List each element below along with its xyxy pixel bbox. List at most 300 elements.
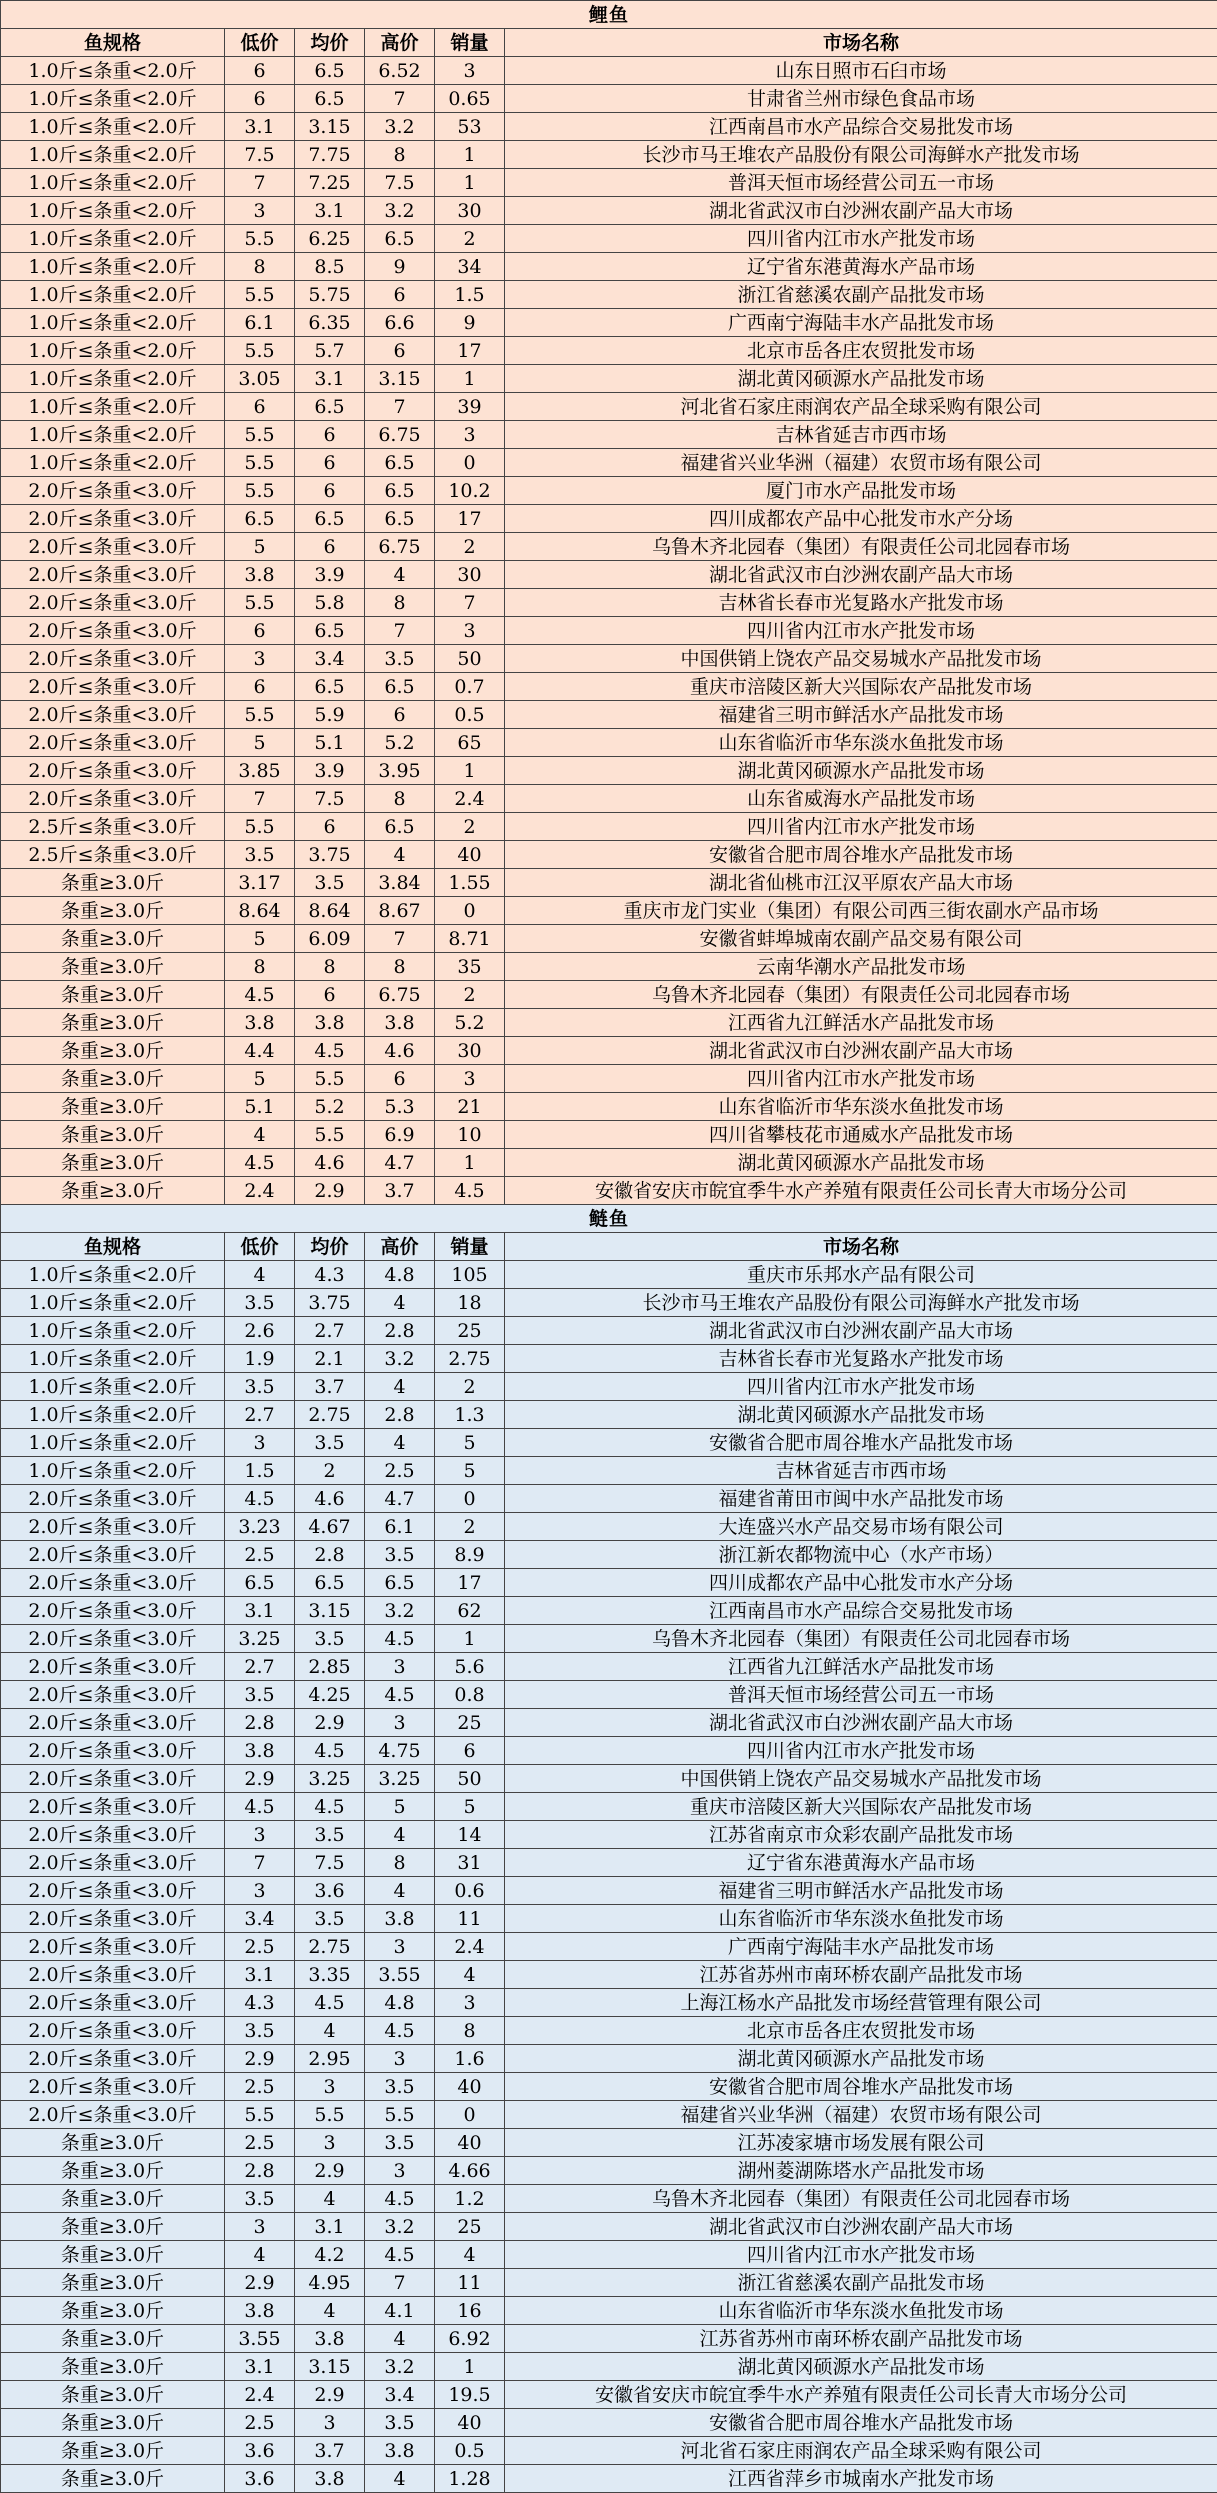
- fish-spec-cell: 2.0斤≤条重<3.0斤: [1, 2045, 225, 2073]
- high-price-cell: 8: [365, 141, 435, 169]
- low-price-cell: 2.9: [225, 2269, 295, 2297]
- volume-cell: 5: [435, 1457, 505, 1485]
- column-header-avg: 均价: [295, 29, 365, 57]
- volume-cell: 8.71: [435, 925, 505, 953]
- fish-spec-cell: 2.0斤≤条重<3.0斤: [1, 1625, 225, 1653]
- table-row: [1, 2465, 1217, 2493]
- table-row: [1, 533, 1217, 561]
- high-price-cell: 6.5: [365, 477, 435, 505]
- table-row: [1, 197, 1217, 225]
- market-name-cell: 安徽省合肥市周谷堆水产品批发市场: [505, 841, 1217, 869]
- avg-price-cell: 3.25: [295, 1765, 365, 1793]
- high-price-cell: 4: [365, 1373, 435, 1401]
- volume-cell: 17: [435, 1569, 505, 1597]
- market-name-cell: 江苏凌家塘市场发展有限公司: [505, 2129, 1217, 2157]
- high-price-cell: 3.7: [365, 1177, 435, 1205]
- avg-price-cell: 6.5: [295, 505, 365, 533]
- avg-price-cell: 2.95: [295, 2045, 365, 2073]
- market-name-cell: 普洱天恒市场经营公司五一市场: [505, 1681, 1217, 1709]
- low-price-cell: 5.5: [225, 421, 295, 449]
- volume-cell: 2.75: [435, 1345, 505, 1373]
- high-price-cell: 4.75: [365, 1737, 435, 1765]
- low-price-cell: 3: [225, 1877, 295, 1905]
- market-name-cell: 湖北黄冈硕源水产品批发市场: [505, 2045, 1217, 2073]
- low-price-cell: 2.9: [225, 1765, 295, 1793]
- volume-cell: 10: [435, 1121, 505, 1149]
- volume-cell: 2: [435, 1373, 505, 1401]
- high-price-cell: 4.1: [365, 2297, 435, 2325]
- low-price-cell: 5.5: [225, 337, 295, 365]
- fish-spec-cell: 1.0斤≤条重<2.0斤: [1, 141, 225, 169]
- low-price-cell: 6.1: [225, 309, 295, 337]
- fish-spec-cell: 条重≥3.0斤: [1, 1121, 225, 1149]
- volume-cell: 4.5: [435, 1177, 505, 1205]
- market-name-cell: 安徽省蚌埠城南农副产品交易有限公司: [505, 925, 1217, 953]
- avg-price-cell: 3.5: [295, 1905, 365, 1933]
- table-row: [1, 1569, 1217, 1597]
- avg-price-cell: 6.5: [295, 85, 365, 113]
- volume-cell: 0: [435, 449, 505, 477]
- market-name-cell: 重庆市涪陵区新大兴国际农产品批发市场: [505, 1793, 1217, 1821]
- fish-spec-cell: 1.0斤≤条重<2.0斤: [1, 1345, 225, 1373]
- volume-cell: 3: [435, 57, 505, 85]
- table-row: [1, 1317, 1217, 1345]
- market-name-cell: 湖北省武汉市白沙洲农副产品大市场: [505, 1317, 1217, 1345]
- fish-spec-cell: 1.0斤≤条重<2.0斤: [1, 309, 225, 337]
- avg-price-cell: 3.5: [295, 1625, 365, 1653]
- low-price-cell: 3.4: [225, 1905, 295, 1933]
- high-price-cell: 5.5: [365, 2101, 435, 2129]
- fish-spec-cell: 1.0斤≤条重<2.0斤: [1, 1261, 225, 1289]
- avg-price-cell: 2.75: [295, 1401, 365, 1429]
- low-price-cell: 3: [225, 1821, 295, 1849]
- fish-spec-cell: 2.0斤≤条重<3.0斤: [1, 1737, 225, 1765]
- avg-price-cell: 3: [295, 2409, 365, 2437]
- market-name-cell: 辽宁省东港黄海水产品市场: [505, 1849, 1217, 1877]
- low-price-cell: 3.23: [225, 1513, 295, 1541]
- volume-cell: 1.55: [435, 869, 505, 897]
- fish-spec-cell: 2.5斤≤条重<3.0斤: [1, 841, 225, 869]
- market-name-cell: 吉林省延吉市西市场: [505, 1457, 1217, 1485]
- fish-spec-cell: 1.0斤≤条重<2.0斤: [1, 57, 225, 85]
- avg-price-cell: 8.64: [295, 897, 365, 925]
- table-row: [1, 1289, 1217, 1317]
- low-price-cell: 3.25: [225, 1625, 295, 1653]
- high-price-cell: 2.5: [365, 1457, 435, 1485]
- volume-cell: 1.5: [435, 281, 505, 309]
- low-price-cell: 2.7: [225, 1401, 295, 1429]
- table-row: [1, 1457, 1217, 1485]
- fish-spec-cell: 条重≥3.0斤: [1, 2465, 225, 2493]
- avg-price-cell: 4.5: [295, 1793, 365, 1821]
- volume-cell: 9: [435, 309, 505, 337]
- low-price-cell: 2.8: [225, 2157, 295, 2185]
- avg-price-cell: 6.5: [295, 57, 365, 85]
- volume-cell: 0.8: [435, 1681, 505, 1709]
- volume-cell: 8: [435, 2017, 505, 2045]
- low-price-cell: 4.4: [225, 1037, 295, 1065]
- avg-price-cell: 6.5: [295, 673, 365, 701]
- market-name-cell: 湖北黄冈硕源水产品批发市场: [505, 2353, 1217, 2381]
- low-price-cell: 3.5: [225, 1681, 295, 1709]
- table-row: [1, 2353, 1217, 2381]
- avg-price-cell: 3: [295, 2129, 365, 2157]
- high-price-cell: 3: [365, 2045, 435, 2073]
- section-title-row: [1, 1, 1217, 29]
- volume-cell: 2: [435, 225, 505, 253]
- high-price-cell: 7: [365, 393, 435, 421]
- low-price-cell: 3.1: [225, 2353, 295, 2381]
- low-price-cell: 2.8: [225, 1709, 295, 1737]
- table-row: [1, 1597, 1217, 1625]
- low-price-cell: 3: [225, 1429, 295, 1457]
- high-price-cell: 4.5: [365, 2185, 435, 2213]
- volume-cell: 0.65: [435, 85, 505, 113]
- section-title-row: [1, 1205, 1217, 1233]
- fish-spec-cell: 1.0斤≤条重<2.0斤: [1, 1317, 225, 1345]
- market-name-cell: 湖北黄冈硕源水产品批发市场: [505, 365, 1217, 393]
- volume-cell: 30: [435, 197, 505, 225]
- volume-cell: 25: [435, 1317, 505, 1345]
- table-row: [1, 2045, 1217, 2073]
- avg-price-cell: 3.5: [295, 869, 365, 897]
- high-price-cell: 3.5: [365, 2409, 435, 2437]
- volume-cell: 0.5: [435, 2437, 505, 2465]
- fish-spec-cell: 条重≥3.0斤: [1, 2381, 225, 2409]
- high-price-cell: 4: [365, 2325, 435, 2353]
- table-row: [1, 2241, 1217, 2269]
- high-price-cell: 2.8: [365, 1401, 435, 1429]
- fish-spec-cell: 条重≥3.0斤: [1, 2437, 225, 2465]
- volume-cell: 53: [435, 113, 505, 141]
- low-price-cell: 5: [225, 1065, 295, 1093]
- column-header-volume: 销量: [435, 29, 505, 57]
- market-name-cell: 四川省内江市水产批发市场: [505, 1065, 1217, 1093]
- avg-price-cell: 4.95: [295, 2269, 365, 2297]
- market-name-cell: 重庆市乐邦水产品有限公司: [505, 1261, 1217, 1289]
- volume-cell: 30: [435, 1037, 505, 1065]
- table-row: [1, 2381, 1217, 2409]
- market-name-cell: 山东省临沂市华东淡水鱼批发市场: [505, 1905, 1217, 1933]
- volume-cell: 0: [435, 897, 505, 925]
- avg-price-cell: 3.15: [295, 1597, 365, 1625]
- fish-spec-cell: 2.0斤≤条重<3.0斤: [1, 1989, 225, 2017]
- table-row: [1, 1373, 1217, 1401]
- column-header-spec: 鱼规格: [1, 1233, 225, 1261]
- table-row: [1, 1485, 1217, 1513]
- avg-price-cell: 2.75: [295, 1933, 365, 1961]
- volume-cell: 0.6: [435, 1877, 505, 1905]
- fish-spec-cell: 2.0斤≤条重<3.0斤: [1, 1905, 225, 1933]
- low-price-cell: 4.5: [225, 1149, 295, 1177]
- volume-cell: 5: [435, 1793, 505, 1821]
- low-price-cell: 4.5: [225, 1485, 295, 1513]
- high-price-cell: 3: [365, 1653, 435, 1681]
- high-price-cell: 5: [365, 1793, 435, 1821]
- avg-price-cell: 5.9: [295, 701, 365, 729]
- high-price-cell: 2.8: [365, 1317, 435, 1345]
- table-row: [1, 169, 1217, 197]
- market-name-cell: 浙江省慈溪农副产品批发市场: [505, 2269, 1217, 2297]
- low-price-cell: 8: [225, 953, 295, 981]
- low-price-cell: 8: [225, 253, 295, 281]
- volume-cell: 30: [435, 561, 505, 589]
- avg-price-cell: 2.9: [295, 1177, 365, 1205]
- low-price-cell: 3.5: [225, 1373, 295, 1401]
- column-header-high: 高价: [365, 1233, 435, 1261]
- high-price-cell: 6.5: [365, 225, 435, 253]
- fish-spec-cell: 条重≥3.0斤: [1, 2129, 225, 2157]
- table-row: [1, 253, 1217, 281]
- high-price-cell: 3.95: [365, 757, 435, 785]
- market-name-cell: 福建省三明市鲜活水产品批发市场: [505, 1877, 1217, 1905]
- fish-spec-cell: 条重≥3.0斤: [1, 2297, 225, 2325]
- fish-spec-cell: 条重≥3.0斤: [1, 1093, 225, 1121]
- avg-price-cell: 4.5: [295, 1737, 365, 1765]
- high-price-cell: 4.5: [365, 1681, 435, 1709]
- volume-cell: 3: [435, 617, 505, 645]
- avg-price-cell: 5.1: [295, 729, 365, 757]
- high-price-cell: 3: [365, 1933, 435, 1961]
- market-name-cell: 福建省莆田市闽中水产品批发市场: [505, 1485, 1217, 1513]
- high-price-cell: 6.5: [365, 505, 435, 533]
- high-price-cell: 4.7: [365, 1485, 435, 1513]
- volume-cell: 8.9: [435, 1541, 505, 1569]
- fish-spec-cell: 2.0斤≤条重<3.0斤: [1, 1709, 225, 1737]
- high-price-cell: 3.8: [365, 1905, 435, 1933]
- avg-price-cell: 6.35: [295, 309, 365, 337]
- fish-spec-cell: 2.0斤≤条重<3.0斤: [1, 477, 225, 505]
- low-price-cell: 5: [225, 729, 295, 757]
- volume-cell: 17: [435, 505, 505, 533]
- fish-spec-cell: 1.0斤≤条重<2.0斤: [1, 1289, 225, 1317]
- market-name-cell: 四川省内江市水产批发市场: [505, 1737, 1217, 1765]
- market-name-cell: 四川省内江市水产批发市场: [505, 617, 1217, 645]
- table-row: [1, 1009, 1217, 1037]
- low-price-cell: 5.5: [225, 813, 295, 841]
- table-row: [1, 2017, 1217, 2045]
- high-price-cell: 7: [365, 617, 435, 645]
- low-price-cell: 5.5: [225, 281, 295, 309]
- table-row: [1, 1737, 1217, 1765]
- market-name-cell: 湖北黄冈硕源水产品批发市场: [505, 1149, 1217, 1177]
- low-price-cell: 7: [225, 169, 295, 197]
- fish-spec-cell: 1.0斤≤条重<2.0斤: [1, 85, 225, 113]
- fish-spec-cell: 1.0斤≤条重<2.0斤: [1, 1373, 225, 1401]
- fish-spec-cell: 1.0斤≤条重<2.0斤: [1, 197, 225, 225]
- low-price-cell: 6: [225, 673, 295, 701]
- avg-price-cell: 2.9: [295, 2381, 365, 2409]
- fish-spec-cell: 2.0斤≤条重<3.0斤: [1, 1653, 225, 1681]
- fish-spec-cell: 条重≥3.0斤: [1, 1177, 225, 1205]
- high-price-cell: 3.25: [365, 1765, 435, 1793]
- low-price-cell: 3.6: [225, 2437, 295, 2465]
- market-name-cell: 四川成都农产品中心批发市水产分场: [505, 1569, 1217, 1597]
- low-price-cell: 6: [225, 617, 295, 645]
- market-name-cell: 重庆市龙门实业（集团）有限公司西三街农副水产品市场: [505, 897, 1217, 925]
- low-price-cell: 3.05: [225, 365, 295, 393]
- column-header-low: 低价: [225, 1233, 295, 1261]
- high-price-cell: 4.5: [365, 2017, 435, 2045]
- avg-price-cell: 4: [295, 2297, 365, 2325]
- market-name-cell: 上海江杨水产品批发市场经营管理有限公司: [505, 1989, 1217, 2017]
- high-price-cell: 4.7: [365, 1149, 435, 1177]
- high-price-cell: 8: [365, 1849, 435, 1877]
- avg-price-cell: 5.8: [295, 589, 365, 617]
- high-price-cell: 9: [365, 253, 435, 281]
- volume-cell: 6: [435, 1737, 505, 1765]
- fish-spec-cell: 2.5斤≤条重<3.0斤: [1, 813, 225, 841]
- low-price-cell: 3.5: [225, 2185, 295, 2213]
- high-price-cell: 6.9: [365, 1121, 435, 1149]
- low-price-cell: 5.5: [225, 589, 295, 617]
- fish-spec-cell: 2.0斤≤条重<3.0斤: [1, 701, 225, 729]
- market-name-cell: 中国供销上饶农产品交易城水产品批发市场: [505, 645, 1217, 673]
- table-body: [1, 1, 1217, 2493]
- market-name-cell: 湖北省武汉市白沙洲农副产品大市场: [505, 197, 1217, 225]
- low-price-cell: 7: [225, 785, 295, 813]
- high-price-cell: 3: [365, 2157, 435, 2185]
- fish-spec-cell: 2.0斤≤条重<3.0斤: [1, 1485, 225, 1513]
- avg-price-cell: 6.09: [295, 925, 365, 953]
- fish-spec-cell: 2.0斤≤条重<3.0斤: [1, 1821, 225, 1849]
- low-price-cell: 7: [225, 1849, 295, 1877]
- avg-price-cell: 4.5: [295, 1037, 365, 1065]
- low-price-cell: 2.5: [225, 1933, 295, 1961]
- high-price-cell: 4: [365, 1821, 435, 1849]
- high-price-cell: 6: [365, 337, 435, 365]
- avg-price-cell: 4.6: [295, 1149, 365, 1177]
- low-price-cell: 3.17: [225, 869, 295, 897]
- low-price-cell: 3.6: [225, 2465, 295, 2493]
- avg-price-cell: 2.9: [295, 1709, 365, 1737]
- high-price-cell: 4.5: [365, 2241, 435, 2269]
- volume-cell: 5.2: [435, 1009, 505, 1037]
- market-name-cell: 中国供销上饶农产品交易城水产品批发市场: [505, 1765, 1217, 1793]
- avg-price-cell: 8: [295, 953, 365, 981]
- table-row: [1, 393, 1217, 421]
- high-price-cell: 3.8: [365, 2437, 435, 2465]
- high-price-cell: 5.3: [365, 1093, 435, 1121]
- avg-price-cell: 2.9: [295, 2157, 365, 2185]
- fish-spec-cell: 1.0斤≤条重<2.0斤: [1, 421, 225, 449]
- low-price-cell: 3.55: [225, 2325, 295, 2353]
- fish-spec-cell: 1.0斤≤条重<2.0斤: [1, 225, 225, 253]
- market-name-cell: 乌鲁木齐北园春（集团）有限责任公司北园春市场: [505, 981, 1217, 1009]
- market-name-cell: 江苏省苏州市南环桥农副产品批发市场: [505, 2325, 1217, 2353]
- fish-spec-cell: 2.0斤≤条重<3.0斤: [1, 505, 225, 533]
- low-price-cell: 3.1: [225, 1961, 295, 1989]
- fish-spec-cell: 2.0斤≤条重<3.0斤: [1, 533, 225, 561]
- table-row: [1, 757, 1217, 785]
- column-header-spec: 鱼规格: [1, 29, 225, 57]
- low-price-cell: 1.5: [225, 1457, 295, 1485]
- table-row: [1, 617, 1217, 645]
- fish-spec-cell: 2.0斤≤条重<3.0斤: [1, 757, 225, 785]
- high-price-cell: 7.5: [365, 169, 435, 197]
- market-name-cell: 浙江省慈溪农副产品批发市场: [505, 281, 1217, 309]
- column-header-market: 市场名称: [505, 29, 1217, 57]
- volume-cell: 25: [435, 2213, 505, 2241]
- avg-price-cell: 5.5: [295, 2101, 365, 2129]
- low-price-cell: 5: [225, 533, 295, 561]
- fish-spec-cell: 条重≥3.0斤: [1, 2269, 225, 2297]
- fish-spec-cell: 条重≥3.0斤: [1, 2353, 225, 2381]
- high-price-cell: 8: [365, 953, 435, 981]
- low-price-cell: 3.85: [225, 757, 295, 785]
- volume-cell: 17: [435, 337, 505, 365]
- low-price-cell: 2.5: [225, 2073, 295, 2101]
- high-price-cell: 8: [365, 785, 435, 813]
- avg-price-cell: 6: [295, 477, 365, 505]
- table-row: [1, 1093, 1217, 1121]
- high-price-cell: 6.75: [365, 533, 435, 561]
- table-row: [1, 225, 1217, 253]
- fish-spec-cell: 2.0斤≤条重<3.0斤: [1, 729, 225, 757]
- table-row: [1, 2325, 1217, 2353]
- avg-price-cell: 6: [295, 533, 365, 561]
- fish-spec-cell: 条重≥3.0斤: [1, 1065, 225, 1093]
- fish-spec-cell: 2.0斤≤条重<3.0斤: [1, 645, 225, 673]
- low-price-cell: 4: [225, 2241, 295, 2269]
- low-price-cell: 5: [225, 925, 295, 953]
- section-title: 鲤鱼: [1, 1, 1217, 29]
- volume-cell: 0.7: [435, 673, 505, 701]
- market-name-cell: 福建省兴业华洲（福建）农贸市场有限公司: [505, 2101, 1217, 2129]
- market-name-cell: 江西南昌市水产品综合交易批发市场: [505, 1597, 1217, 1625]
- market-name-cell: 甘肃省兰州市绿色食品市场: [505, 85, 1217, 113]
- table-row: [1, 1149, 1217, 1177]
- market-name-cell: 湖北黄冈硕源水产品批发市场: [505, 757, 1217, 785]
- avg-price-cell: 3.9: [295, 561, 365, 589]
- table-row: [1, 2437, 1217, 2465]
- table-row: [1, 1709, 1217, 1737]
- table-row: [1, 953, 1217, 981]
- market-name-cell: 四川省攀枝花市通威水产品批发市场: [505, 1121, 1217, 1149]
- table-row: [1, 589, 1217, 617]
- avg-price-cell: 4.6: [295, 1485, 365, 1513]
- volume-cell: 6.92: [435, 2325, 505, 2353]
- table-row: [1, 2409, 1217, 2437]
- column-header-low: 低价: [225, 29, 295, 57]
- market-name-cell: 四川成都农产品中心批发市水产分场: [505, 505, 1217, 533]
- market-name-cell: 大连盛兴水产品交易市场有限公司: [505, 1513, 1217, 1541]
- high-price-cell: 3.84: [365, 869, 435, 897]
- fish-spec-cell: 2.0斤≤条重<3.0斤: [1, 1513, 225, 1541]
- volume-cell: 2: [435, 981, 505, 1009]
- market-name-cell: 湖北省仙桃市江汉平原农产品大市场: [505, 869, 1217, 897]
- high-price-cell: 3.2: [365, 2213, 435, 2241]
- fish-spec-cell: 条重≥3.0斤: [1, 2325, 225, 2353]
- volume-cell: 2: [435, 533, 505, 561]
- table-row: [1, 281, 1217, 309]
- fish-spec-cell: 条重≥3.0斤: [1, 925, 225, 953]
- low-price-cell: 3: [225, 645, 295, 673]
- fish-spec-cell: 条重≥3.0斤: [1, 869, 225, 897]
- volume-cell: 65: [435, 729, 505, 757]
- high-price-cell: 7: [365, 2269, 435, 2297]
- fish-spec-cell: 1.0斤≤条重<2.0斤: [1, 365, 225, 393]
- low-price-cell: 2.5: [225, 1541, 295, 1569]
- high-price-cell: 3.15: [365, 365, 435, 393]
- market-name-cell: 河北省石家庄雨润农产品全球采购有限公司: [505, 2437, 1217, 2465]
- volume-cell: 11: [435, 2269, 505, 2297]
- fish-spec-cell: 条重≥3.0斤: [1, 2185, 225, 2213]
- table-row: [1, 477, 1217, 505]
- column-header-volume: 销量: [435, 1233, 505, 1261]
- avg-price-cell: 3.1: [295, 197, 365, 225]
- table-row: [1, 2213, 1217, 2241]
